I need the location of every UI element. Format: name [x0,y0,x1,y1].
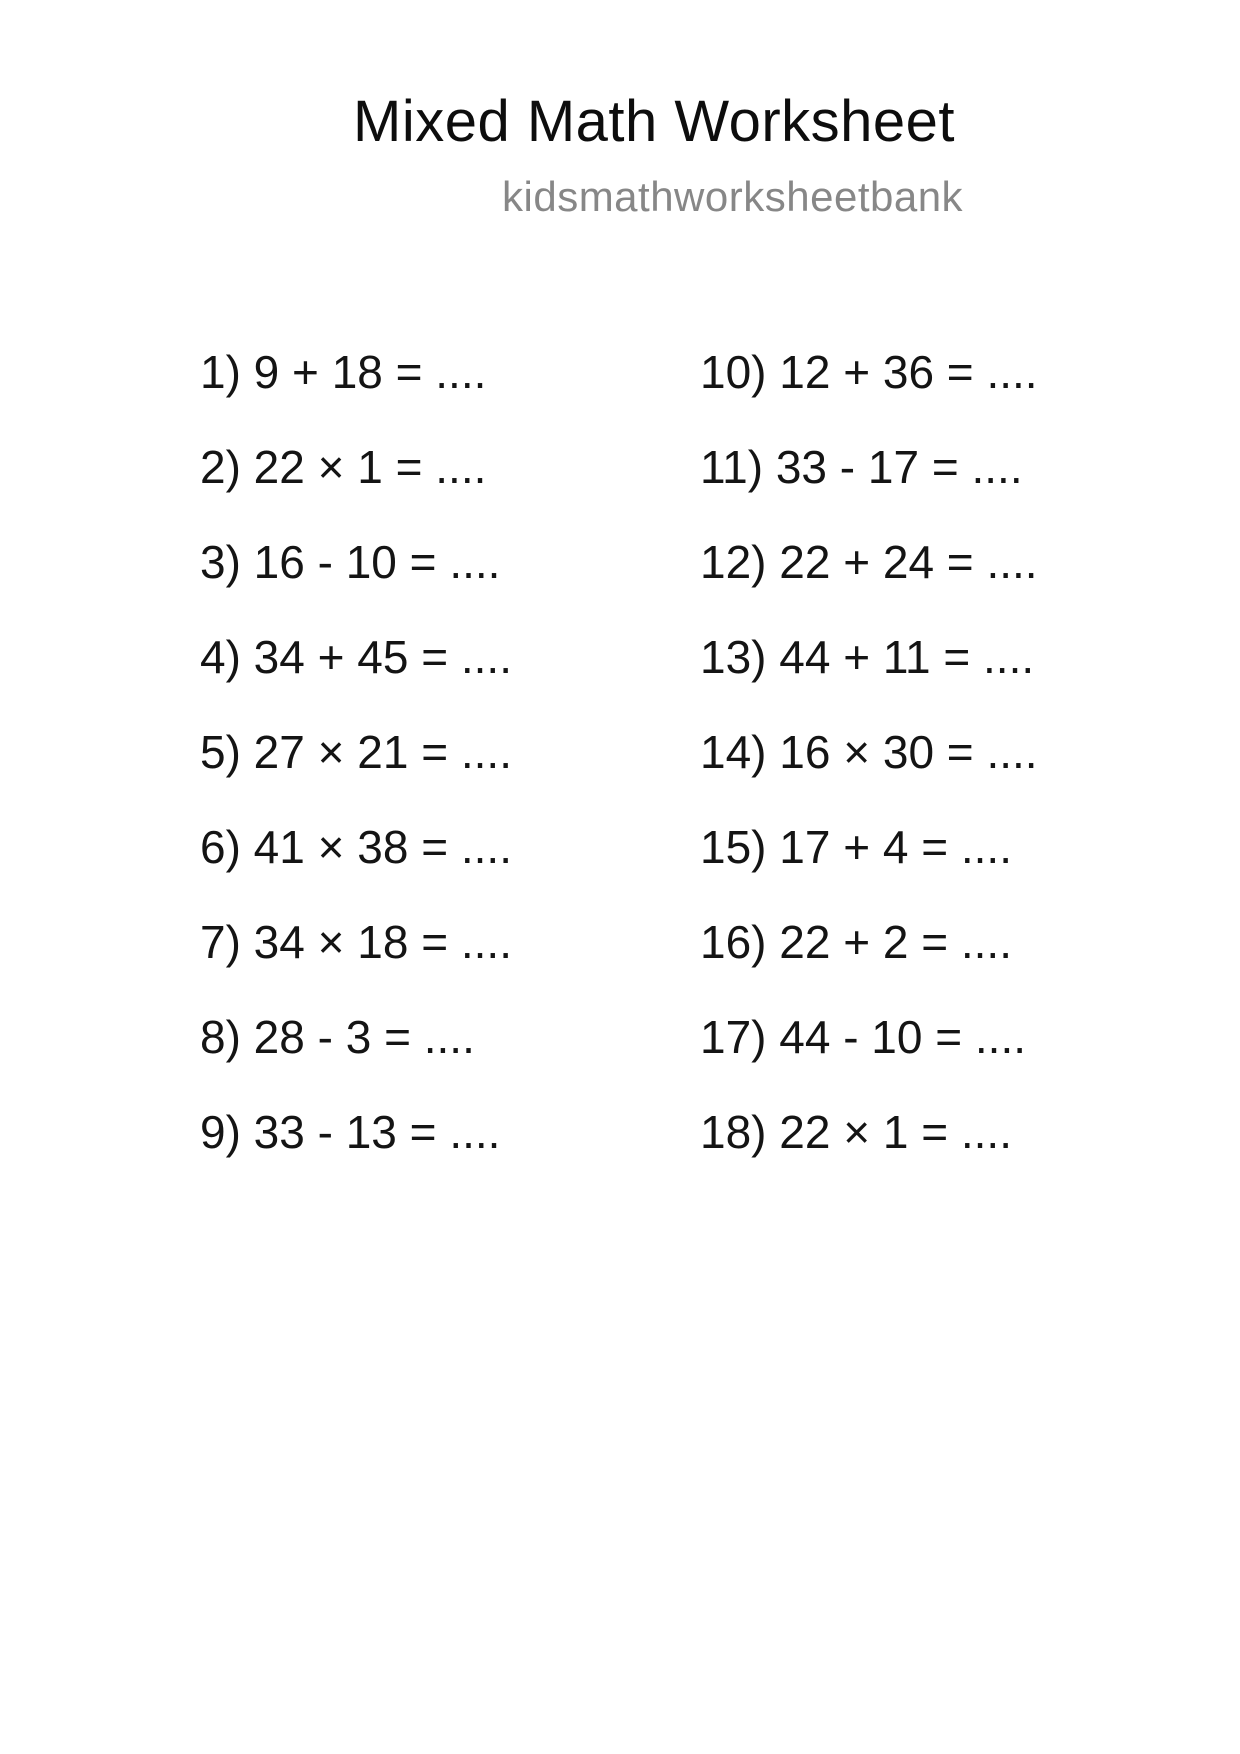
problem-item: 1) 9 + 18 = .... [200,346,487,398]
problem-item: 12) 22 + 24 = .... [700,536,1038,588]
problem-item: 11) 33 - 17 = .... [700,441,1023,493]
problem-item: 2) 22 × 1 = .... [200,441,487,493]
problem-item: 18) 22 × 1 = .... [700,1106,1012,1158]
problem-item: 15) 17 + 4 = .... [700,821,1012,873]
problem-item: 14) 16 × 30 = .... [700,726,1038,778]
problem-item: 3) 16 - 10 = .... [200,536,501,588]
problems-column-left [200,346,512,1204]
worksheet-brand: kidsmathworksheetbank [502,173,964,220]
problem-item: 17) 44 - 10 = .... [700,1011,1027,1063]
problems-column-right [700,346,1038,1204]
page-title: Mixed Math Worksheet [353,89,956,154]
problem-item: 16) 22 + 2 = .... [700,916,1012,968]
problem-item: 9) 33 - 13 = .... [200,1106,501,1158]
problem-item: 5) 27 × 21 = .... [200,726,512,778]
problem-item: 8) 28 - 3 = .... [200,1011,475,1063]
problem-item: 10) 12 + 36 = .... [700,346,1038,398]
problem-item: 13) 44 + 11 = .... [700,631,1035,683]
problem-item: 4) 34 + 45 = .... [200,631,512,683]
problem-item: 6) 41 × 38 = .... [200,821,512,873]
problem-item: 7) 34 × 18 = .... [200,916,512,968]
